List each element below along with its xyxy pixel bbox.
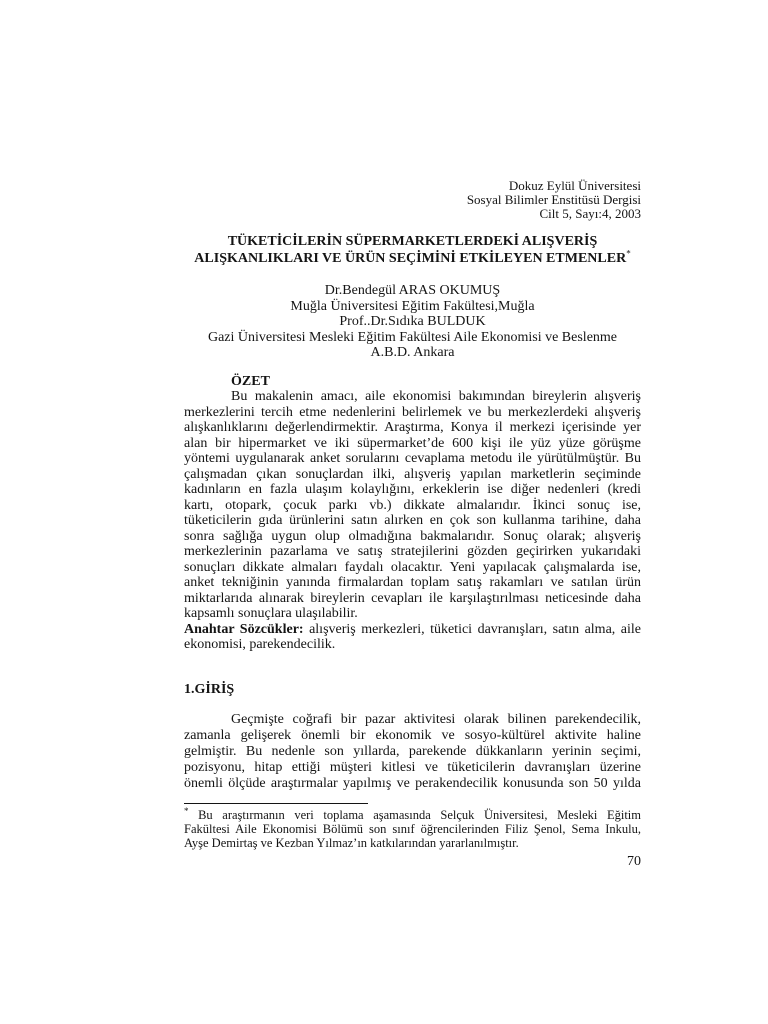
footnote-text: Bu araştırmanın veri toplama aşamasında Selçuk Üniversitesi, Mesleki Eğitim (198, 808, 642, 822)
journal-name: Sosyal Bilimler Enstitüsü Dergisi (466, 192, 641, 207)
author-2-affiliation-location: A.B.D. Ankara (370, 345, 455, 360)
journal-university: Dokuz Eylül Üniversitesi (508, 178, 641, 193)
abstract-text (184, 389, 641, 653)
author-info (184, 283, 641, 361)
abstract-line: tüketicilerin gıda ürünlerini satın alırken en çok son kullanma tarihine, daha (184, 513, 641, 528)
abstract-line: sonra sağlığa uygun olup olmadığına bakmalarıdır. Sonuç olarak; alışveriş (184, 528, 641, 544)
abstract-line: alan bir hipermarket ve iki süpermarket’de 600 kişi ile yüz yüze görüşme (184, 435, 641, 451)
footnote-line: Fakültesi Aile Ekonomisi Bölümü son sınıf öğrencilerinden Filiz Şenol, Sema Inkulu, (184, 822, 641, 836)
title-line-text: TÜKETİCİLERİN SÜPERMARKETLERDEKİ ALIŞVERİŞ (227, 234, 598, 249)
keywords-line (184, 622, 641, 638)
footnote-line: Ayşe Demirtaş ve Kezban Yılmaz’ın katkılarından yararlanılmıştır. (184, 836, 519, 850)
paper-title (184, 233, 641, 267)
section-heading: 1.GİRİŞ (184, 682, 235, 697)
journal-volume-issue: Cilt 5, Sayı:4, 2003 (539, 206, 641, 221)
body-line: önemli ölçüde araştırmalar yapılmış ve perakendecilik konusunda son 50 yılda (184, 776, 641, 791)
abstract-line: alışkanlıklarını değerlendirmektir. Araştırma, Konya il merkezi içerisinde yer (184, 420, 641, 435)
author-2-affiliation: Gazi Üniversitesi Mesleki Eğitim Fakültesi Aile Ekonomisi ve Beslenme (207, 329, 618, 345)
abstract-line: kartı, otopark, çocuk parkı vb.) dikkate almalarıdır. İkinci sonuç ise, (184, 497, 641, 513)
footnote (184, 805, 642, 850)
author-1-affiliation: Muğla Üniversitesi Eğitim Fakültesi,Muğla (290, 298, 535, 314)
abstract-line: anket tekniğinin yanında firmalardan toplam satış rakamları ve satılan ürün (184, 575, 641, 590)
author-2-name: Prof..Dr.Sıdıka BULDUK (339, 314, 486, 329)
keywords-label: Anahtar Sözcükler: (184, 621, 304, 637)
abstract-line: kapsamlı sonuçlara ulaşılabilir. (184, 606, 358, 621)
title-line-text: ALIŞKANLIKLARI VE ÜRÜN SEÇİMİNİ ETKİLEYEN ETMENLER (194, 251, 627, 266)
title-footnote-mark: * (626, 248, 631, 259)
footnote-rule (184, 803, 368, 804)
keywords-text: alışveriş merkezleri, tüketici davranışları, satın alma, aile (309, 621, 641, 637)
title-line (184, 233, 641, 250)
page-number: 70 (627, 854, 641, 869)
body-line: gelmiştir. Bu nedenle son yıllarda, parekende dükkanların yerinin seçimi, (184, 744, 641, 759)
abstract-line: kadınların en fazla ulaşım kolaylığını, erkeklerin ise diğer nedenleri (kredi (184, 482, 641, 497)
title-line (184, 250, 641, 267)
abstract-line: yöntemi uygulanarak anket sorularını cevaplama metodu ile yürütülmüştür. Bu (184, 451, 641, 466)
abstract-line: çalışmadan çıkan sonuçlardan ilki, alışveriş yapılan marketlerin seçiminde (184, 466, 641, 482)
body-line: Geçmişte coğrafi bir pazar aktivitesi olarak bilinen parekendecilik, (231, 712, 641, 727)
footnote-line (184, 805, 642, 822)
author-1-name: Dr.Bendegül ARAS OKUMUŞ (324, 283, 501, 298)
abstract-line: sonuçları dikkate almaları faydalı olacaktır. Yeni yapılacak çalışmalarda ise, (184, 559, 641, 575)
abstract-line: Bu makalenin amacı, aile ekonomisi bakımından bireylerin alışveriş (231, 389, 641, 404)
introduction-text (184, 712, 641, 792)
body-line: zamanla gelişerek önemli bir ekonomik ve sosyo-kültürel aktivite haline (184, 728, 641, 743)
footnote-mark: * (184, 805, 189, 816)
journal-info (467, 179, 641, 221)
abstract-line: miktarlarıda alınarak bireylerin cevapları ile karşılaştırılması neticesinde daha (184, 590, 641, 606)
abstract-line: merkezlerinin pazarlama ve satış stratejilerini gözden geçirirken yukarıdaki (184, 544, 641, 559)
keywords-line: ekonomisi, parekendecilik. (184, 637, 336, 652)
abstract-line: merkezlerini tercih etme nedenlerini belirlemek ve bu merkezlerdeki alışveriş (184, 404, 641, 420)
body-line: pozisyonu, hitap ettiği müşteri kitlesi ve tüketicilerin davranışları üzerine (184, 760, 641, 775)
abstract-heading: ÖZET (231, 374, 270, 389)
